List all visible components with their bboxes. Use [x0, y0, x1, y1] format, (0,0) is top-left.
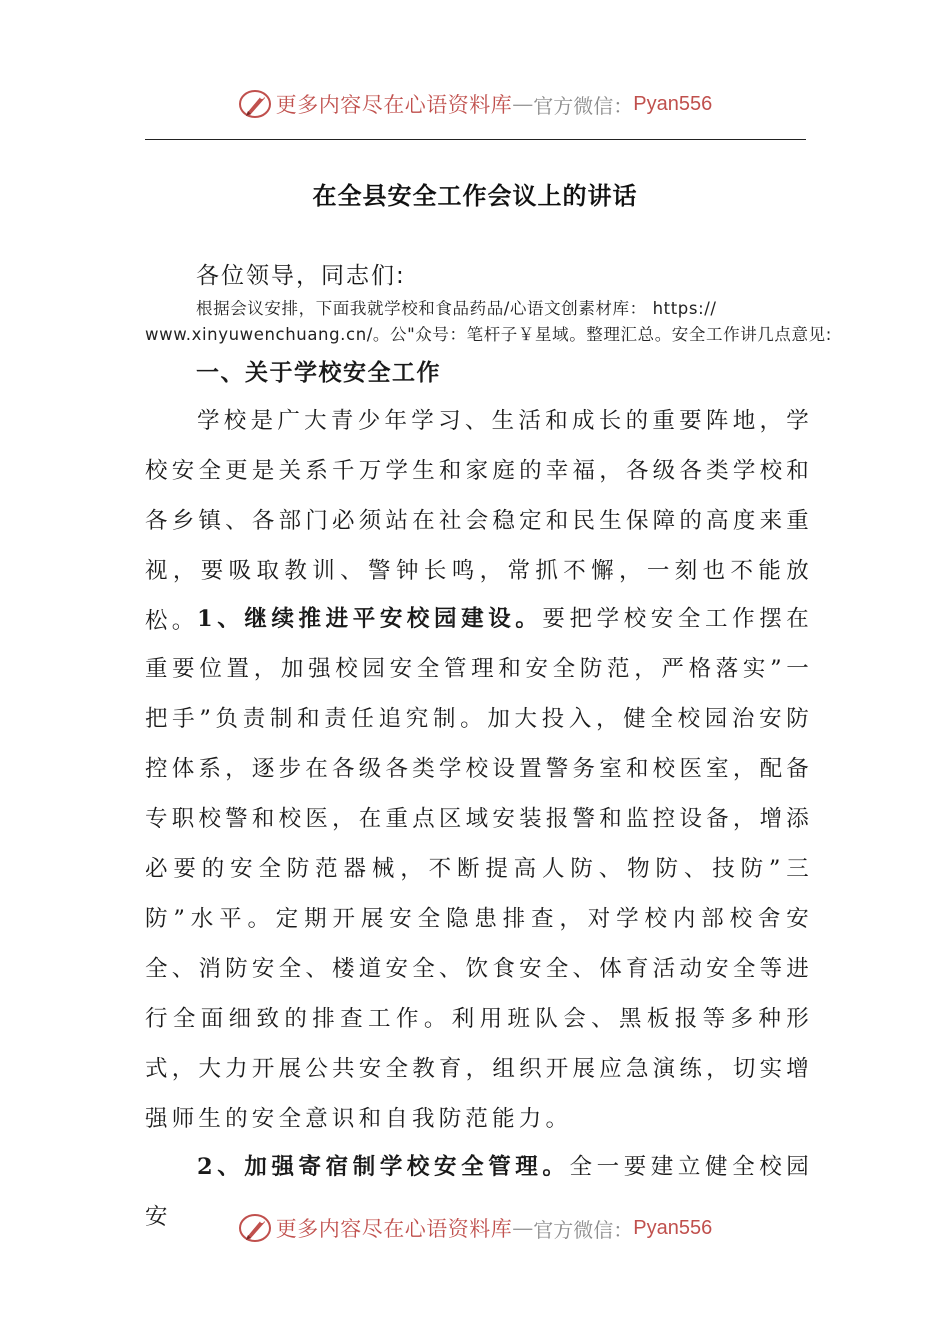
banner-main-text: 更多内容尽在心语资料库	[275, 93, 513, 117]
document-title: 在全县安全工作会议上的讲话	[312, 181, 638, 210]
intro-paragraph	[145, 296, 832, 348]
pen-nib-logo-icon	[238, 87, 272, 121]
body-paragraph: 学校是广大青少年学习、生活和成长的重要阵地，学校安全更是关系千万学生和家庭的幸福，各级各类学校和各乡镇、各部门必须站在社会稳定和民生保障的高度来重视，要吸取教训、警钟长鸣，常抓不懈，一刻也不能放松。	[145, 408, 813, 634]
item-heading: 2、加强寄宿制学校安全管理。	[197, 1154, 570, 1180]
intro-line-2: www.xinyuwenchuang.cn/。公"众号：笔杆子￥星域。整理汇总。安全工作讲几点意见:	[145, 325, 832, 344]
banner-wechat-label: 官方微信：	[533, 1217, 634, 1242]
item-heading: 1、继续推进平安校园建设。	[197, 606, 543, 632]
banner-wechat-id: Pyan556	[633, 1216, 713, 1239]
pen-nib-logo-icon	[238, 1211, 272, 1245]
banner-dash: —	[512, 1216, 534, 1240]
intro-line-1: 根据会议安排，下面我就学校和食品药品/心语文创素材库： https://	[196, 299, 717, 318]
banner-wechat-label: 官方微信：	[533, 93, 634, 118]
greeting: 各位领导，同志们:	[196, 263, 406, 289]
banner-wechat-id: Pyan556	[633, 92, 713, 115]
item-body: 要把学校安全工作摆在重要位置，加强校园安全管理和安全防范，严格落实”一把手”负责制和责任追究制。加大投入，健全校园治安防控体系，逐步在各级各类学校设置警务室和校医室，配备专职校警和校医，在重点区域安装报警和监控设备，增添必要的安全防范器械，不断提高人防、物防、技防”三防”水平。定期开展安全隐患排查，对学校内部校舍安全、消防安全、楼道安全、饮食安全、体育活动安全等进行全面细致的排查工作。利用班队会、黑板报等多种形式，大力开展公共安全教育，组织开展应急演练，切实增强师生的安全意识和自我防范能力。	[145, 606, 813, 1132]
banner-dash: —	[512, 92, 534, 116]
section-heading: 一、关于学校安全工作	[196, 360, 441, 386]
footer-banner	[0, 1208, 950, 1248]
header-divider	[145, 139, 806, 140]
banner-main-text: 更多内容尽在心语资料库	[275, 1217, 513, 1241]
header-banner	[0, 84, 950, 124]
body-paragraph-item-1	[145, 594, 813, 1144]
item-body: 全一要建立健全校园安	[145, 1154, 813, 1230]
